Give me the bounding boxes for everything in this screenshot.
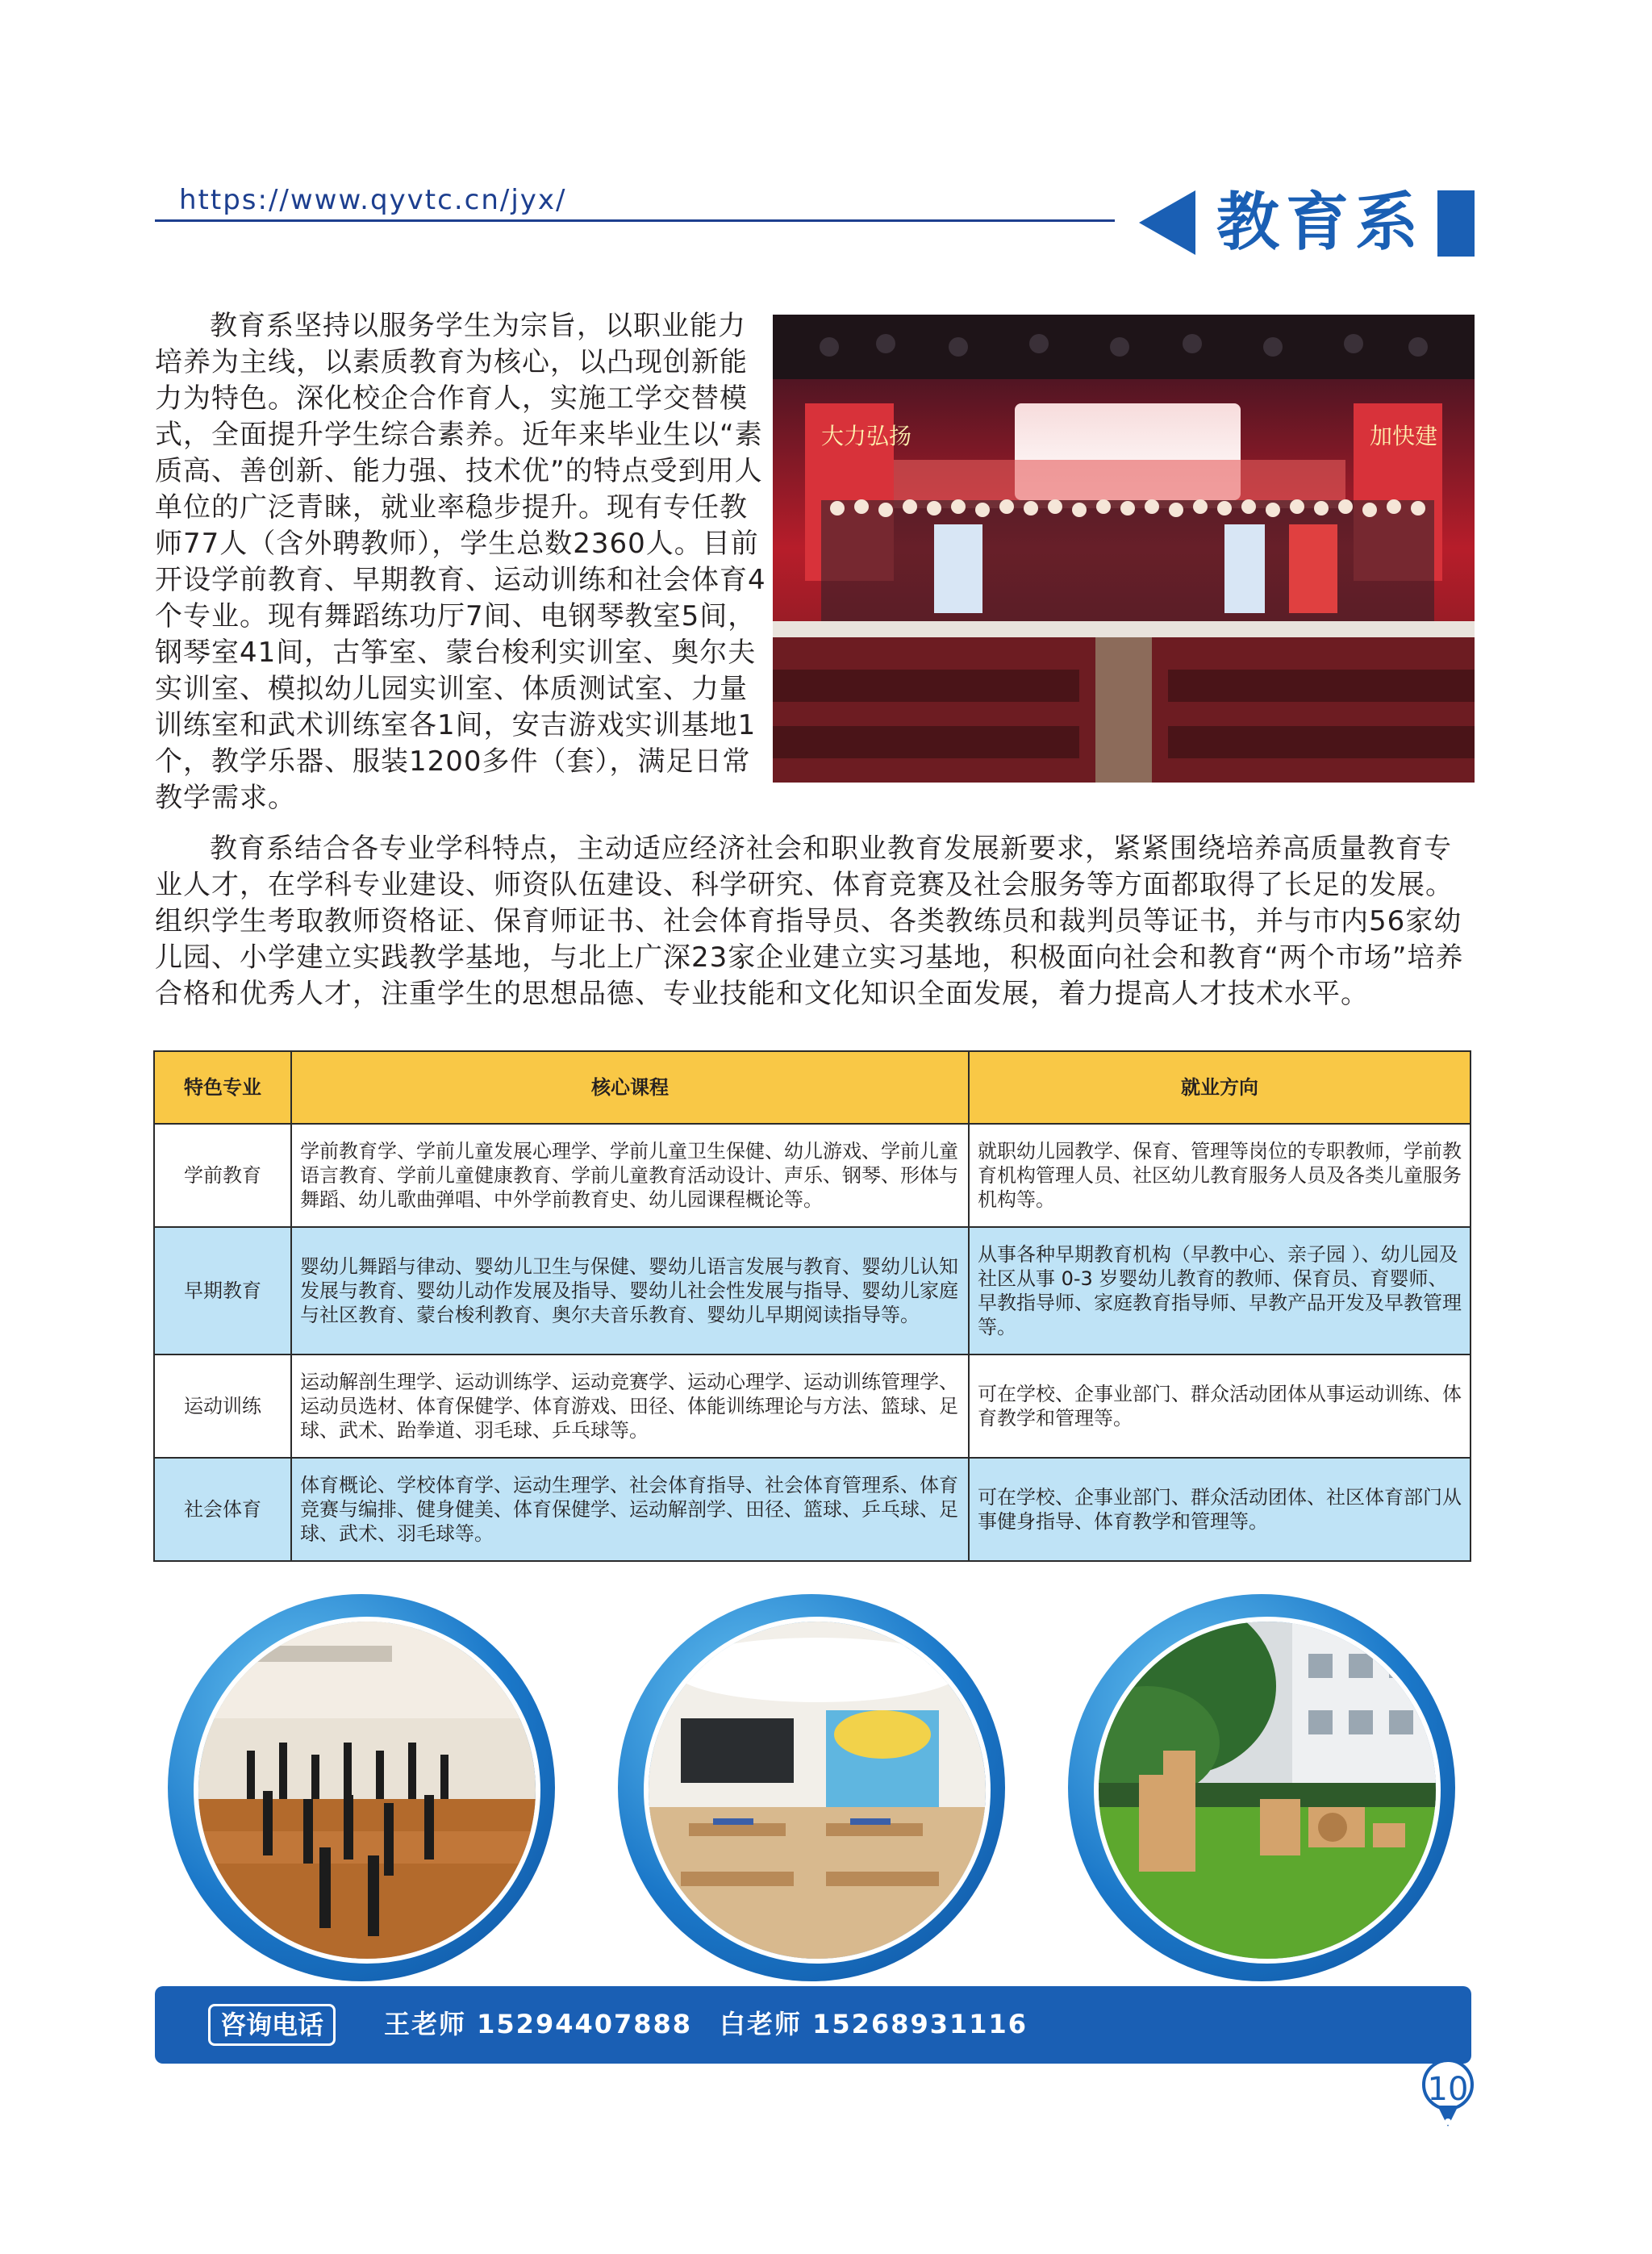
stage-banner-right: 加快建 <box>1370 423 1438 449</box>
major-cell: 学前教育 <box>154 1124 291 1227</box>
careers-cell: 可在学校、企事业部门、群众活动团体从事运动训练、体育教学和管理等。 <box>969 1354 1471 1458</box>
contact-label: 咨询电话 <box>208 2004 336 2046</box>
courses-cell: 学前教育学、学前儿童发展心理学、学前儿童卫生保健、幼儿游戏、学前儿童语言教育、学前儿童健康教育、学前儿童教育活动设计、声乐、钢琴、形体与舞蹈、幼儿歌曲弹唱、中外学前教育史、幼儿园课程概论等。 <box>291 1124 969 1227</box>
contact-phone-wang: 王老师 15294407888 <box>384 2009 693 2039</box>
table-row <box>154 1124 1471 1227</box>
intro-paragraph: 教育系坚持以服务学生为宗旨，以职业能力培养为主线，以素质教育为核心，以凸现创新能力为特色。深化校企合作育人，实施工学交替模式，全面提升学生综合素养。近年来毕业生以“素质高、善创新、能力强、技术优”的特点受到用人单位的广泛青睐，就业率稳步提升。现有专任教师77人（含外聘教师），学生总数2360人。目前开设学前教育、早期教育、运动训练和社会体育4个专业。现有舞蹈练功厅7间、电钢琴教室5间，钢琴室41间，古筝室、蒙台梭利实训室、奥尔夫实训室、模拟幼儿园实训室、体质测试室、力量训练室和武术训练室各1间，安吉游戏实训基地1个，教学乐器、服装1200多件（套），满足日常教学需求。 <box>155 310 766 814</box>
anji-play-base-photo <box>1068 1594 1455 1981</box>
header-career-direction: 就业方向 <box>969 1051 1471 1124</box>
careers-cell: 就职幼儿园教学、保育、管理等岗位的专职教师，学前教育机构管理人员、社区幼儿教育服务人员及各类儿童服务机构等。 <box>969 1124 1471 1227</box>
header-core-courses: 核心课程 <box>291 1051 969 1124</box>
dance-studio-photo <box>168 1594 555 1981</box>
major-cell: 社会体育 <box>154 1458 291 1561</box>
major-course-table <box>153 1050 1471 1562</box>
courses-cell: 婴幼儿舞蹈与律动、婴幼儿卫生与保健、婴幼儿语言发展与教育、婴幼儿认知发展与教育、婴幼儿动作发展及指导、婴幼儿社会性发展与指导、婴幼儿家庭与社区教育、蒙台梭利教育、奥尔夫音乐教育、婴幼儿早期阅读指导等。 <box>291 1227 969 1354</box>
stage-group-photo <box>773 315 1475 783</box>
table-row <box>154 1227 1471 1354</box>
major-cell: 早期教育 <box>154 1227 291 1354</box>
page-title: 教育系 <box>1216 186 1425 259</box>
contact-phone-bai: 白老师 15268931116 <box>720 2009 1028 2039</box>
header-rule <box>155 219 1115 222</box>
classroom-photo <box>618 1594 1005 1981</box>
header-major: 特色专业 <box>154 1051 291 1124</box>
courses-cell: 体育概论、学校体育学、运动生理学、社会体育指导、社会体育管理系、体育竞赛与编排、健身健美、体育保健学、运动解剖学、田径、篮球、乒乓球、足球、武术、羽毛球等。 <box>291 1458 969 1561</box>
table-row <box>154 1354 1471 1458</box>
development-paragraph: 教育系结合各专业学科特点，主动适应经济社会和职业教育发展新要求，紧紧围绕培养高质量教育专业人才，在学科专业建设、师资队伍建设、科学研究、体育竞赛及社会服务等方面都取得了长足的发展。组织学生考取教师资格证、保育师证书、社会体育指导员、各类教练员和裁判员等证书，并与市内56家幼儿园、小学建立实践教学基地，与北上广深23家企业建立实习基地，积极面向社会和教育“两个市场”培养合格和优秀人才，注重学生的思想品德、专业技能和文化知识全面发展，着力提高人才技术水平。 <box>155 833 1464 1010</box>
table-row <box>154 1458 1471 1561</box>
careers-cell: 从事各种早期教育机构（早教中心、亲子园 ）、幼儿园及社区从事 0-3 岁婴幼儿教育的教师、保育员、育婴师、早教指导师、家庭教育指导师、早教产品开发及早教管理等。 <box>969 1227 1471 1354</box>
arrow-left-icon <box>1139 190 1195 255</box>
careers-cell: 可在学校、企事业部门、群众活动团体、社区体育部门从事健身指导、体育教学和管理等。 <box>969 1458 1471 1561</box>
courses-cell: 运动解剖生理学、运动训练学、运动竞赛学、运动心理学、运动训练管理学、运动员选材、体育保健学、体育游戏、田径、体能训练理论与方法、篮球、足球、武术、跆拳道、羽毛球、乒乓球等。 <box>291 1354 969 1458</box>
major-cell: 运动训练 <box>154 1354 291 1458</box>
table-header-row <box>154 1051 1471 1124</box>
stage-banner-left: 大力弘扬 <box>821 423 912 449</box>
website-url: https://www.qyvtc.cn/jyx/ <box>179 184 567 216</box>
page-number: 10 <box>1427 2071 1469 2108</box>
header-accent-block <box>1437 190 1475 257</box>
